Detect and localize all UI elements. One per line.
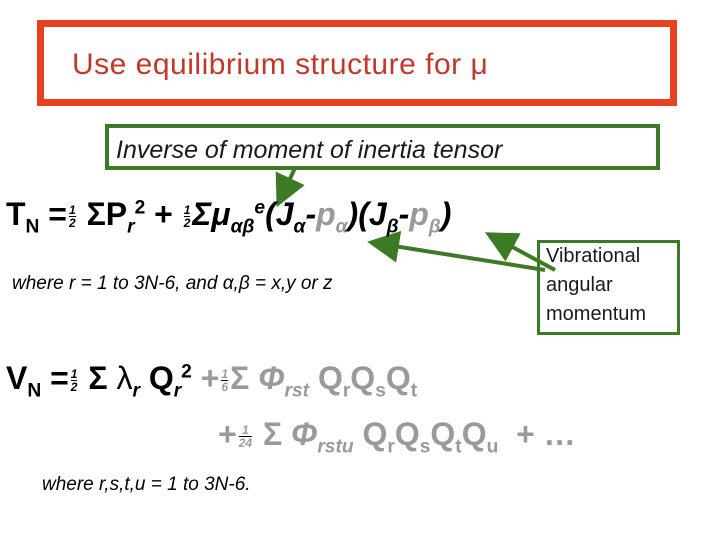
kinetic-energy-equation: $T_N$ = $\frac{1}{2}$ $\Sigma P_r^2$ + $\frac{1}{2}$ $\Sigma\mu_{\alpha\beta}^e(J_\alpha-p_\alpha)(J_\beta-p_\beta)$ — [6, 196, 452, 238]
vn-range-note: where r,s,t,u = 1 to 3N-6. — [42, 474, 251, 495]
vibrational-label-line-3: momentum — [546, 303, 647, 325]
potential-energy-equation-line-2: + $\frac{1}{24}$ Σ $\Phi_{rstu}$ $Q_rQ_sQ_tQ_u$ + … — [218, 416, 576, 458]
potential-energy-equation-line-1: $V_N$ = $\frac{1}{2}$ Σ $\lambda_r$ $Q_r^2$ + $\frac{1}{6}$ Σ $\Phi_{rst}$ $Q_rQ_sQ_t$ — [6, 360, 418, 402]
tn-range-note: where r = 1 to 3N-6, and α,β = x,y or z — [12, 273, 333, 294]
vibrational-label-line-2: angular — [546, 274, 613, 296]
vibrational-arrow-1 — [375, 243, 545, 270]
slide-title: Use equilibrium structure for μ — [72, 48, 489, 81]
vibrational-label-line-1: Vibrational — [546, 245, 641, 267]
inertia-annotation-text: Inverse of moment of inertia tensor — [116, 136, 503, 164]
